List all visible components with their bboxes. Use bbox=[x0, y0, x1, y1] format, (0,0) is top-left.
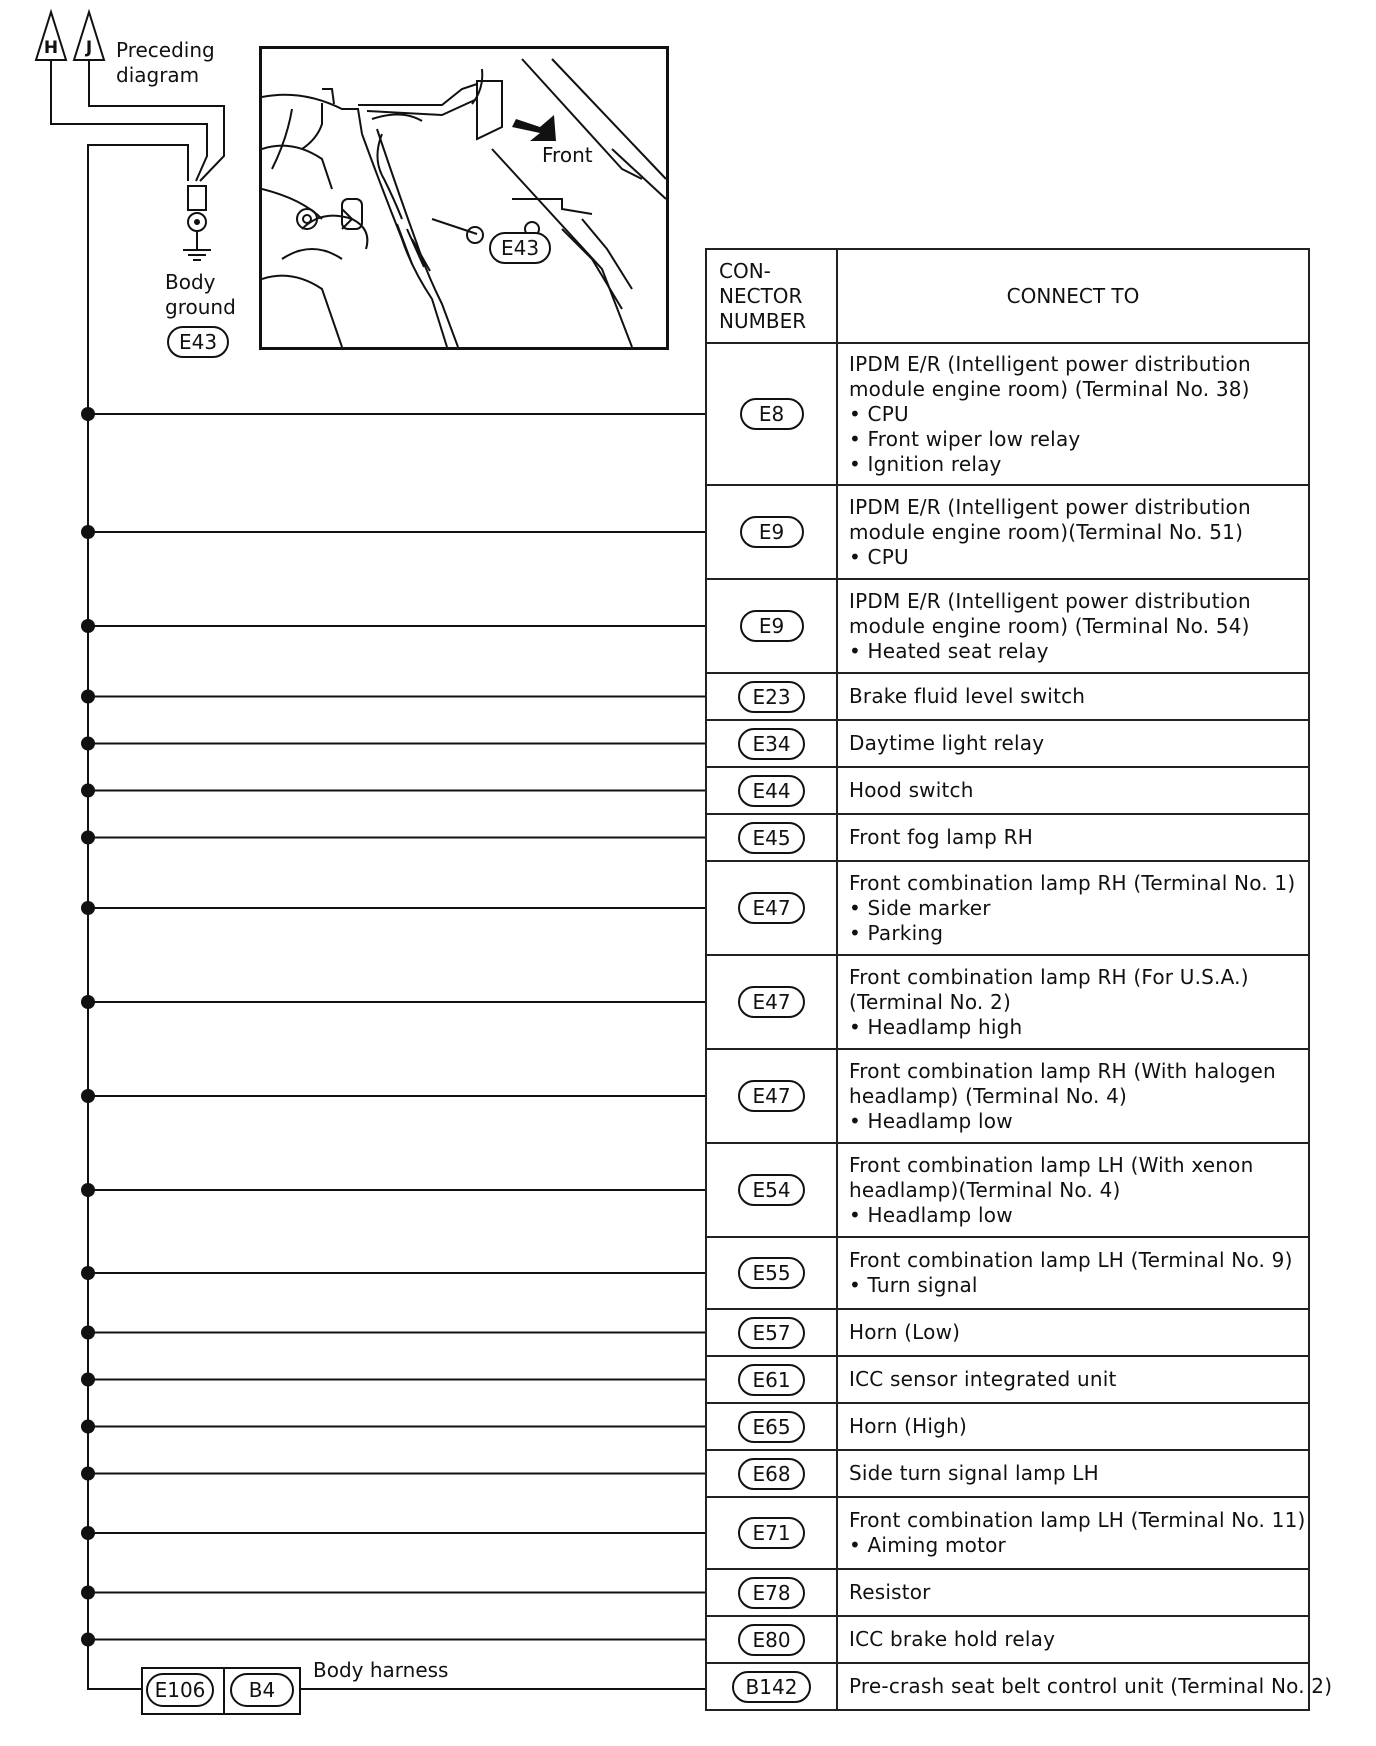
table-row bbox=[706, 814, 1309, 861]
connect-to-line: Pre-crash seat belt control unit (Terminal No. 2) bbox=[849, 1674, 1333, 1698]
table-row bbox=[706, 1237, 1309, 1309]
connect-to-line: • CPU bbox=[849, 401, 909, 426]
branch-wires bbox=[81, 407, 706, 1647]
connector-pill: E80 bbox=[738, 1624, 804, 1656]
connect-to-line: • Side marker bbox=[849, 895, 991, 920]
connect-to-line: • Headlamp high bbox=[849, 1014, 1023, 1039]
table-row bbox=[706, 955, 1309, 1049]
splice-dot bbox=[81, 1183, 95, 1197]
connector-number-cell bbox=[706, 1569, 837, 1616]
connector-pill: E44 bbox=[738, 775, 804, 807]
table-header-row bbox=[706, 249, 1309, 343]
table-row bbox=[706, 1497, 1309, 1569]
connector-number-cell bbox=[706, 343, 837, 485]
connect-to-line: module engine room) (Terminal No. 38) bbox=[849, 376, 1250, 401]
photo-connector-e43: E43 bbox=[489, 232, 551, 264]
table-row bbox=[706, 767, 1309, 814]
splice-dot bbox=[81, 831, 95, 845]
connect-to-line: Hood switch bbox=[849, 778, 974, 802]
header-connect-to: CONNECT TO bbox=[837, 249, 1309, 343]
body-harness-label: Body harness bbox=[313, 1658, 449, 1682]
connect-to-line: module engine room) (Terminal No. 54) bbox=[849, 613, 1250, 638]
connect-to-line: ICC brake hold relay bbox=[849, 1627, 1056, 1651]
connect-to-line: IPDM E/R (Intelligent power distribution bbox=[849, 588, 1251, 613]
connect-to-line: • Headlamp low bbox=[849, 1202, 1013, 1227]
connector-pill: E47 bbox=[738, 892, 804, 924]
splice-dot bbox=[81, 1089, 95, 1103]
splice-dot bbox=[81, 1266, 95, 1280]
connector-pill: E55 bbox=[738, 1257, 804, 1289]
connect-to-line: IPDM E/R (Intelligent power distribution bbox=[849, 494, 1251, 519]
header-line-3: NUMBER bbox=[719, 308, 807, 333]
splice-dot bbox=[81, 690, 95, 704]
connector-pill: E45 bbox=[738, 822, 804, 854]
connect-to-line: • Front wiper low relay bbox=[849, 426, 1081, 451]
connect-to-line: Resistor bbox=[849, 1580, 931, 1604]
connector-number-cell bbox=[706, 814, 837, 861]
connector-table-body bbox=[706, 343, 1333, 1710]
connect-to-cell bbox=[837, 1569, 1309, 1616]
connector-number-cell bbox=[706, 673, 837, 720]
engine-bay-drawing bbox=[262, 49, 666, 347]
splice-dot bbox=[81, 1326, 95, 1340]
connector-h-label: H bbox=[43, 38, 59, 58]
connector-pill: E61 bbox=[738, 1364, 804, 1396]
connect-to-line: • Heated seat relay bbox=[849, 638, 1049, 663]
splice-dot bbox=[81, 407, 95, 421]
preceding-diagram-label-2: diagram bbox=[116, 63, 200, 87]
ground-location-illustration bbox=[259, 46, 669, 350]
front-label: Front bbox=[542, 143, 593, 167]
splice-dot bbox=[81, 901, 95, 915]
table-row bbox=[706, 1403, 1309, 1450]
table-row bbox=[706, 673, 1309, 720]
connector-number-cell bbox=[706, 1663, 837, 1710]
table-row bbox=[706, 1450, 1309, 1497]
table-row bbox=[706, 1143, 1309, 1237]
connector-number-cell bbox=[706, 861, 837, 955]
connector-number-cell bbox=[706, 1049, 837, 1143]
splice-dot bbox=[81, 737, 95, 751]
ground-connector-e43: E43 bbox=[167, 326, 229, 358]
splice-dot bbox=[81, 525, 95, 539]
connector-pill: E57 bbox=[738, 1317, 804, 1349]
connect-to-line: • CPU bbox=[849, 544, 909, 569]
connector-pill: B142 bbox=[732, 1671, 812, 1703]
connect-to-cell bbox=[837, 1663, 1333, 1710]
connect-to-line: Front combination lamp LH (With xenon bbox=[849, 1152, 1254, 1177]
connect-to-line: Brake fluid level switch bbox=[849, 684, 1086, 708]
connect-to-line: headlamp) (Terminal No. 4) bbox=[849, 1083, 1128, 1108]
front-arrow-icon bbox=[512, 115, 556, 141]
connect-to-cell bbox=[837, 1143, 1309, 1237]
splice-dot bbox=[81, 1633, 95, 1647]
connect-to-cell bbox=[837, 1497, 1309, 1569]
connect-to-cell bbox=[837, 579, 1309, 673]
connector-number-cell bbox=[706, 1497, 837, 1569]
harness-connector-e106: E106 bbox=[146, 1673, 214, 1707]
connect-to-cell bbox=[837, 955, 1309, 1049]
splice-dot bbox=[81, 1526, 95, 1540]
connect-to-line: (Terminal No. 2) bbox=[849, 989, 1011, 1014]
connector-pill: E23 bbox=[738, 681, 804, 713]
table-row bbox=[706, 343, 1309, 485]
table-row bbox=[706, 720, 1309, 767]
connector-pill: E8 bbox=[740, 398, 804, 430]
ground-connector-body bbox=[188, 186, 206, 210]
table-row bbox=[706, 1309, 1309, 1356]
connect-to-line: IPDM E/R (Intelligent power distribution bbox=[849, 351, 1251, 376]
header-line-2: NECTOR bbox=[719, 283, 803, 308]
table-row bbox=[706, 1569, 1309, 1616]
harness-connector-b4: B4 bbox=[230, 1673, 294, 1707]
connect-to-cell bbox=[837, 673, 1309, 720]
connector-number-cell bbox=[706, 579, 837, 673]
connect-to-cell bbox=[837, 343, 1309, 485]
connector-pill: E71 bbox=[738, 1517, 804, 1549]
splice-dot bbox=[81, 784, 95, 798]
connector-pill: E47 bbox=[738, 986, 804, 1018]
connect-to-cell bbox=[837, 814, 1309, 861]
wire-trunk bbox=[88, 145, 188, 1689]
connect-to-line: ICC sensor integrated unit bbox=[849, 1367, 1117, 1391]
connect-to-line: Daytime light relay bbox=[849, 731, 1045, 755]
connector-pill: E47 bbox=[738, 1080, 804, 1112]
splice-dot bbox=[81, 1467, 95, 1481]
connector-pill: E78 bbox=[738, 1577, 804, 1609]
connector-table bbox=[705, 248, 1333, 1711]
splice-dot bbox=[81, 1586, 95, 1600]
connect-to-cell bbox=[837, 1309, 1309, 1356]
connect-to-cell bbox=[837, 1450, 1309, 1497]
body-ground-label-1: Body bbox=[165, 270, 216, 294]
splice-dot bbox=[81, 619, 95, 633]
connect-to-line: Front combination lamp RH (Terminal No. 1) bbox=[849, 870, 1296, 895]
connector-pill: E34 bbox=[738, 728, 804, 760]
connect-to-line: • Aiming motor bbox=[849, 1533, 1006, 1557]
connector-number-cell bbox=[706, 955, 837, 1049]
connector-pill: E54 bbox=[738, 1174, 804, 1206]
table-row bbox=[706, 861, 1309, 955]
connect-to-line: Horn (High) bbox=[849, 1414, 967, 1438]
connect-to-line: • Turn signal bbox=[849, 1273, 978, 1297]
table-row bbox=[706, 1616, 1309, 1663]
connect-to-line: • Parking bbox=[849, 920, 944, 945]
connect-to-line: headlamp)(Terminal No. 4) bbox=[849, 1177, 1121, 1202]
connect-to-cell bbox=[837, 861, 1309, 955]
connector-pill: E9 bbox=[740, 610, 804, 642]
connect-to-cell bbox=[837, 1237, 1309, 1309]
connect-to-cell bbox=[837, 767, 1309, 814]
table-row bbox=[706, 1049, 1309, 1143]
splice-dot bbox=[81, 995, 95, 1009]
table-row bbox=[706, 579, 1309, 673]
connector-pill: E9 bbox=[740, 516, 804, 548]
connect-to-cell bbox=[837, 720, 1309, 767]
connector-number-cell bbox=[706, 485, 837, 579]
connect-to-line: Front fog lamp RH bbox=[849, 825, 1033, 849]
header-line-1: CON- bbox=[719, 258, 771, 283]
connect-to-line: Front combination lamp LH (Terminal No. 11) bbox=[849, 1508, 1306, 1532]
splice-dot bbox=[81, 1373, 95, 1387]
connect-to-line: • Headlamp low bbox=[849, 1108, 1013, 1133]
connect-to-cell bbox=[837, 1049, 1309, 1143]
connect-to-cell bbox=[837, 1616, 1309, 1663]
connector-number-cell bbox=[706, 767, 837, 814]
connector-number-cell bbox=[706, 1237, 837, 1309]
connect-to-line: Front combination lamp LH (Terminal No. 9) bbox=[849, 1248, 1293, 1272]
header-connector-number bbox=[706, 249, 837, 343]
connector-number-cell bbox=[706, 720, 837, 767]
connect-to-line: Front combination lamp RH (With halogen bbox=[849, 1058, 1276, 1083]
connector-number-cell bbox=[706, 1616, 837, 1663]
connector-number-cell bbox=[706, 1309, 837, 1356]
connector-j-label: J bbox=[85, 38, 93, 58]
splice-dot bbox=[81, 1420, 95, 1434]
connect-to-cell bbox=[837, 1356, 1309, 1403]
table-row bbox=[706, 485, 1309, 579]
connector-number-cell bbox=[706, 1356, 837, 1403]
connect-to-line: Side turn signal lamp LH bbox=[849, 1461, 1099, 1485]
connector-number-cell bbox=[706, 1403, 837, 1450]
connector-pill: E68 bbox=[738, 1458, 804, 1490]
connector-number-cell bbox=[706, 1450, 837, 1497]
connector-pill: E65 bbox=[738, 1411, 804, 1443]
connect-to-cell bbox=[837, 1403, 1309, 1450]
connect-to-line: Horn (Low) bbox=[849, 1320, 961, 1344]
connect-to-line: module engine room)(Terminal No. 51) bbox=[849, 519, 1244, 544]
connect-to-cell bbox=[837, 485, 1309, 579]
preceding-diagram-label-1: Preceding bbox=[116, 38, 215, 62]
connect-to-line: • Ignition relay bbox=[849, 451, 1002, 476]
table-row bbox=[706, 1356, 1309, 1403]
connect-to-line: Front combination lamp RH (For U.S.A.) bbox=[849, 964, 1249, 989]
connector-number-cell bbox=[706, 1143, 837, 1237]
body-ground-label-2: ground bbox=[165, 295, 236, 319]
table-row bbox=[706, 1663, 1309, 1710]
